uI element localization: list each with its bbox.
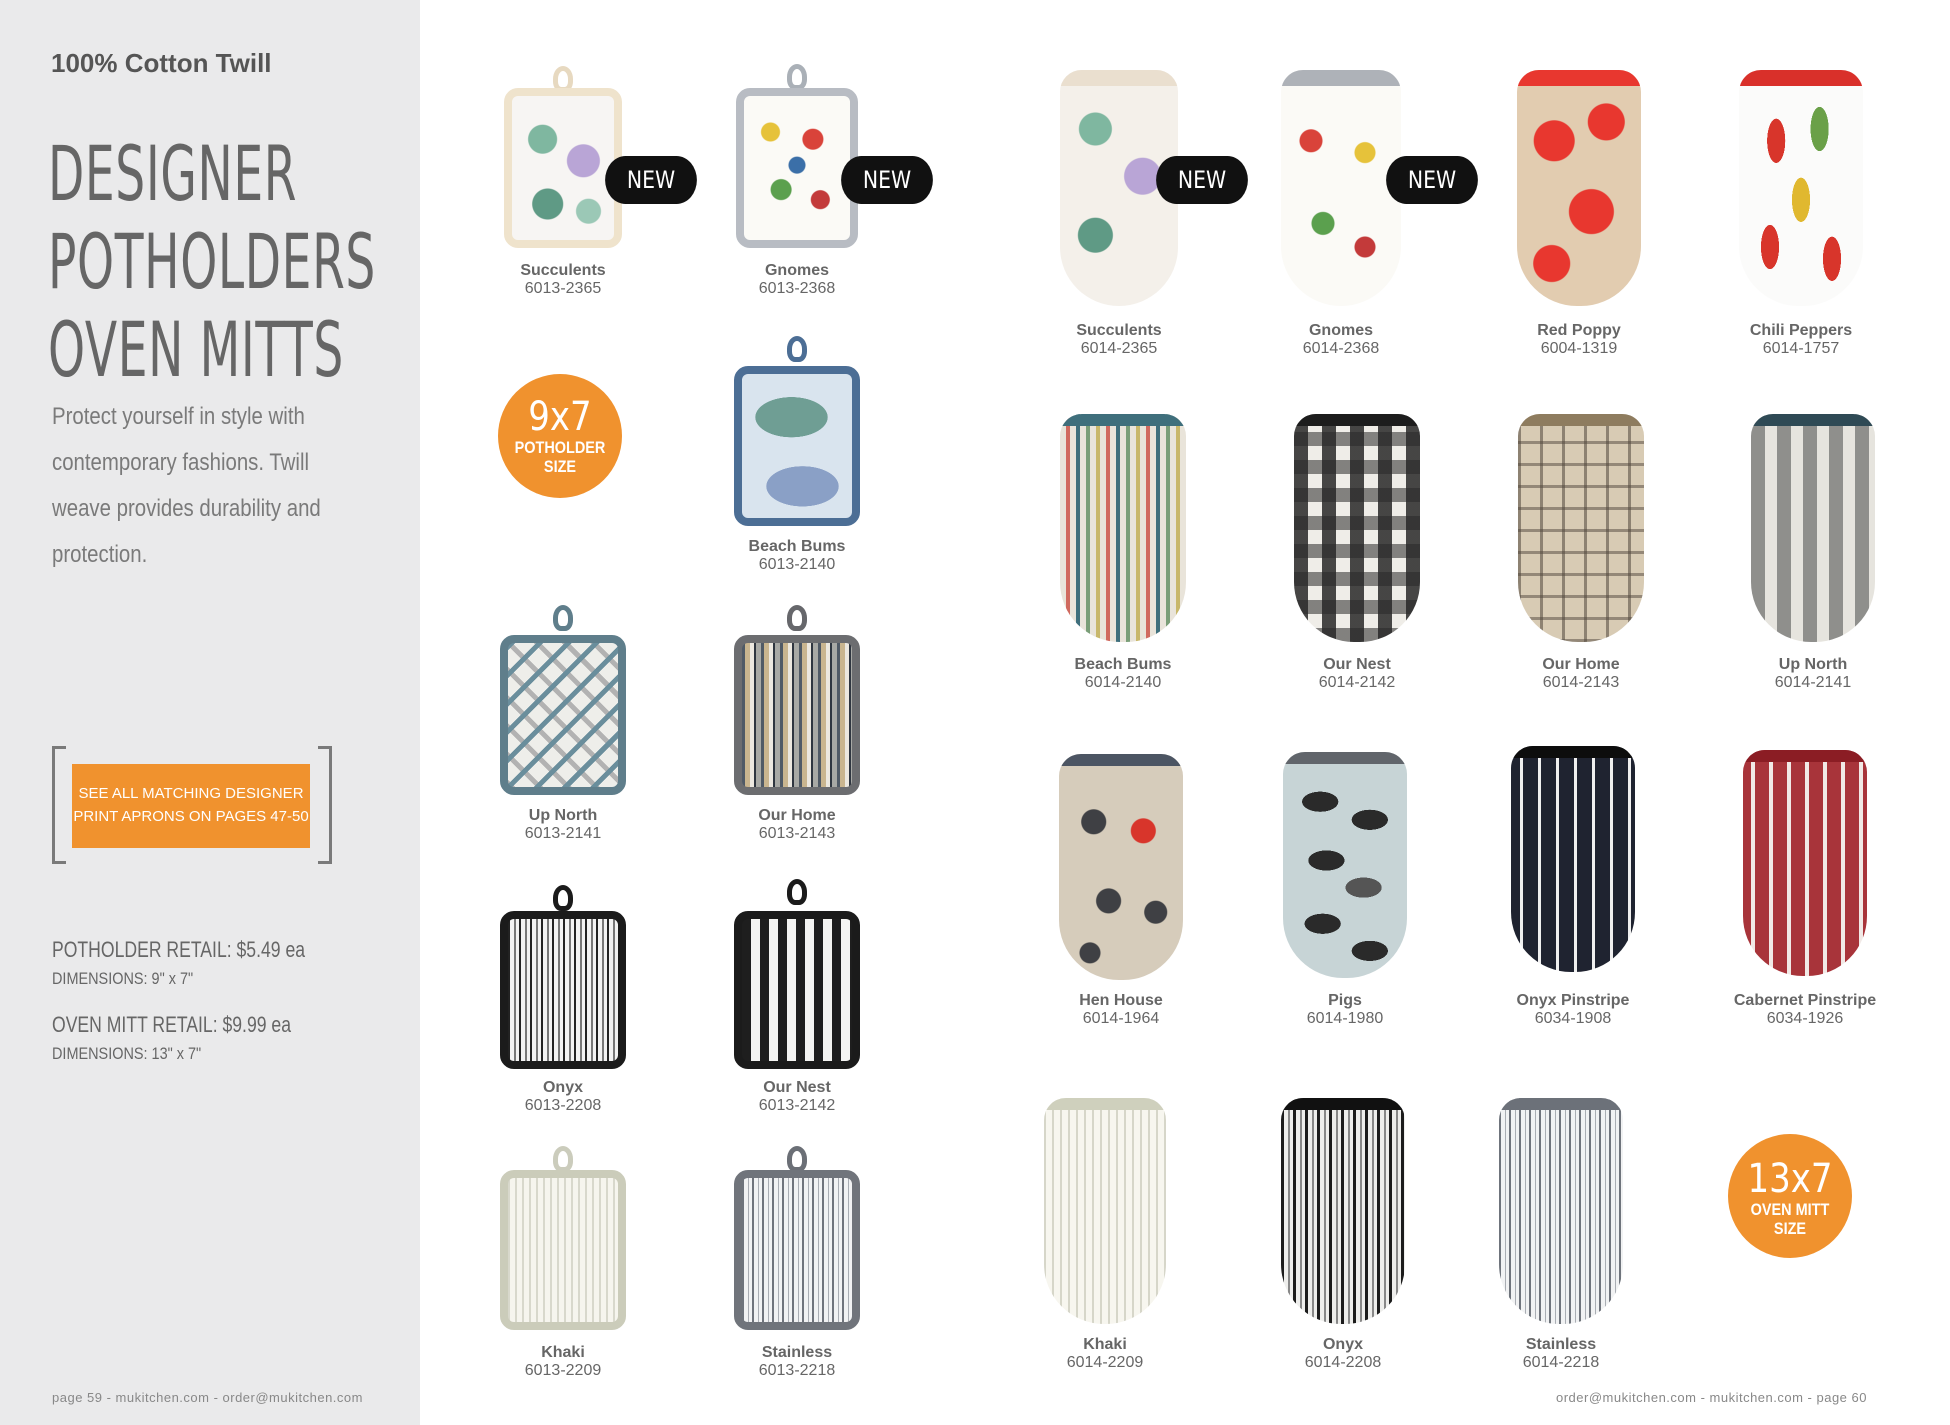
potholder-gnomes[interactable]: Gnomes 6013-2368 xyxy=(697,60,897,298)
title-line-1: DESIGNER xyxy=(48,129,298,218)
mitt-onyx-pinstripe[interactable]: Onyx Pinstripe 6034-1908 xyxy=(1473,742,1673,1028)
mitt-khaki[interactable]: Khaki 6014-2209 xyxy=(1005,1090,1205,1372)
potholder-dimensions: DIMENSIONS: 9" x 7" xyxy=(52,969,194,988)
potholder-onyx[interactable]: Onyx 6013-2208 xyxy=(463,877,663,1115)
mitt-gnomes[interactable]: Gnomes 6014-2368 xyxy=(1241,60,1441,358)
mitt-red-poppy[interactable]: Red Poppy 6004-1319 xyxy=(1479,60,1679,358)
potholder-stainless[interactable]: Stainless 6013-2218 xyxy=(697,1142,897,1380)
bracket-right xyxy=(318,746,332,864)
aprons-cta-button[interactable]: SEE ALL MATCHING DESIGNER PRINT APRONS ON PAGES 47-50 xyxy=(72,764,310,848)
new-badge: NEW xyxy=(841,156,933,204)
subtitle: 100% Cotton Twill xyxy=(51,48,272,78)
bracket-left xyxy=(52,746,66,864)
potholder-succulents[interactable]: Succulents 6013-2365 xyxy=(463,60,663,298)
mitt-stainless[interactable]: Stainless 6014-2218 xyxy=(1461,1090,1661,1372)
potholder-our-nest[interactable]: Our Nest 6013-2142 xyxy=(697,877,897,1115)
potholder-beach-bums[interactable]: Beach Bums 6013-2140 xyxy=(697,336,897,574)
mitt-dimensions: DIMENSIONS: 13" x 7" xyxy=(52,1044,202,1063)
mitt-hen-house[interactable]: Hen House 6014-1964 xyxy=(1021,742,1221,1028)
title-line-2: POTHOLDERS xyxy=(48,217,376,306)
footer-right: order@mukitchen.com - mukitchen.com - page 60 xyxy=(1556,1390,1867,1405)
mitt-retail: OVEN MITT RETAIL: $9.99 ea xyxy=(52,1012,291,1037)
mitt-succulents[interactable]: Succulents 6014-2365 xyxy=(1019,60,1219,358)
potholder-size-badge: 9x7 POTHOLDER SIZE xyxy=(498,374,622,498)
mitt-up-north[interactable]: Up North 6014-2141 xyxy=(1713,404,1913,692)
mitt-onyx[interactable]: Onyx 6014-2208 xyxy=(1243,1090,1443,1372)
new-badge: NEW xyxy=(1386,156,1478,204)
mitt-our-nest[interactable]: Our Nest 6014-2142 xyxy=(1257,404,1457,692)
mitt-pigs[interactable]: Pigs 6014-1980 xyxy=(1245,742,1445,1028)
mitt-beach-bums[interactable]: Beach Bums 6014-2140 xyxy=(1023,404,1223,692)
mitt-our-home[interactable]: Our Home 6014-2143 xyxy=(1481,404,1681,692)
description: Protect yourself in style with contemporary fashions. Twill weave provides durability and protection. xyxy=(52,403,321,568)
potholder-up-north[interactable]: Up North 6013-2141 xyxy=(463,605,663,843)
cta-box xyxy=(52,746,332,864)
mitt-size-badge: 13x7 OVEN MITT SIZE xyxy=(1728,1134,1852,1258)
sidebar xyxy=(0,0,420,1425)
footer-left: page 59 - mukitchen.com - order@mukitchen.com xyxy=(52,1390,363,1405)
new-badge: NEW xyxy=(605,156,697,204)
mitt-chili-peppers[interactable]: Chili Peppers 6014-1757 xyxy=(1701,60,1901,358)
potholder-retail: POTHOLDER RETAIL: $5.49 ea xyxy=(52,937,306,962)
new-badge: NEW xyxy=(1156,156,1248,204)
potholder-khaki[interactable]: Khaki 6013-2209 xyxy=(463,1142,663,1380)
mitt-cabernet-pinstripe[interactable]: Cabernet Pinstripe 6034-1926 xyxy=(1705,742,1905,1028)
potholder-our-home[interactable]: Our Home 6013-2143 xyxy=(697,605,897,843)
page-title xyxy=(48,130,376,394)
title-line-3: OVEN MITTS xyxy=(48,305,344,394)
